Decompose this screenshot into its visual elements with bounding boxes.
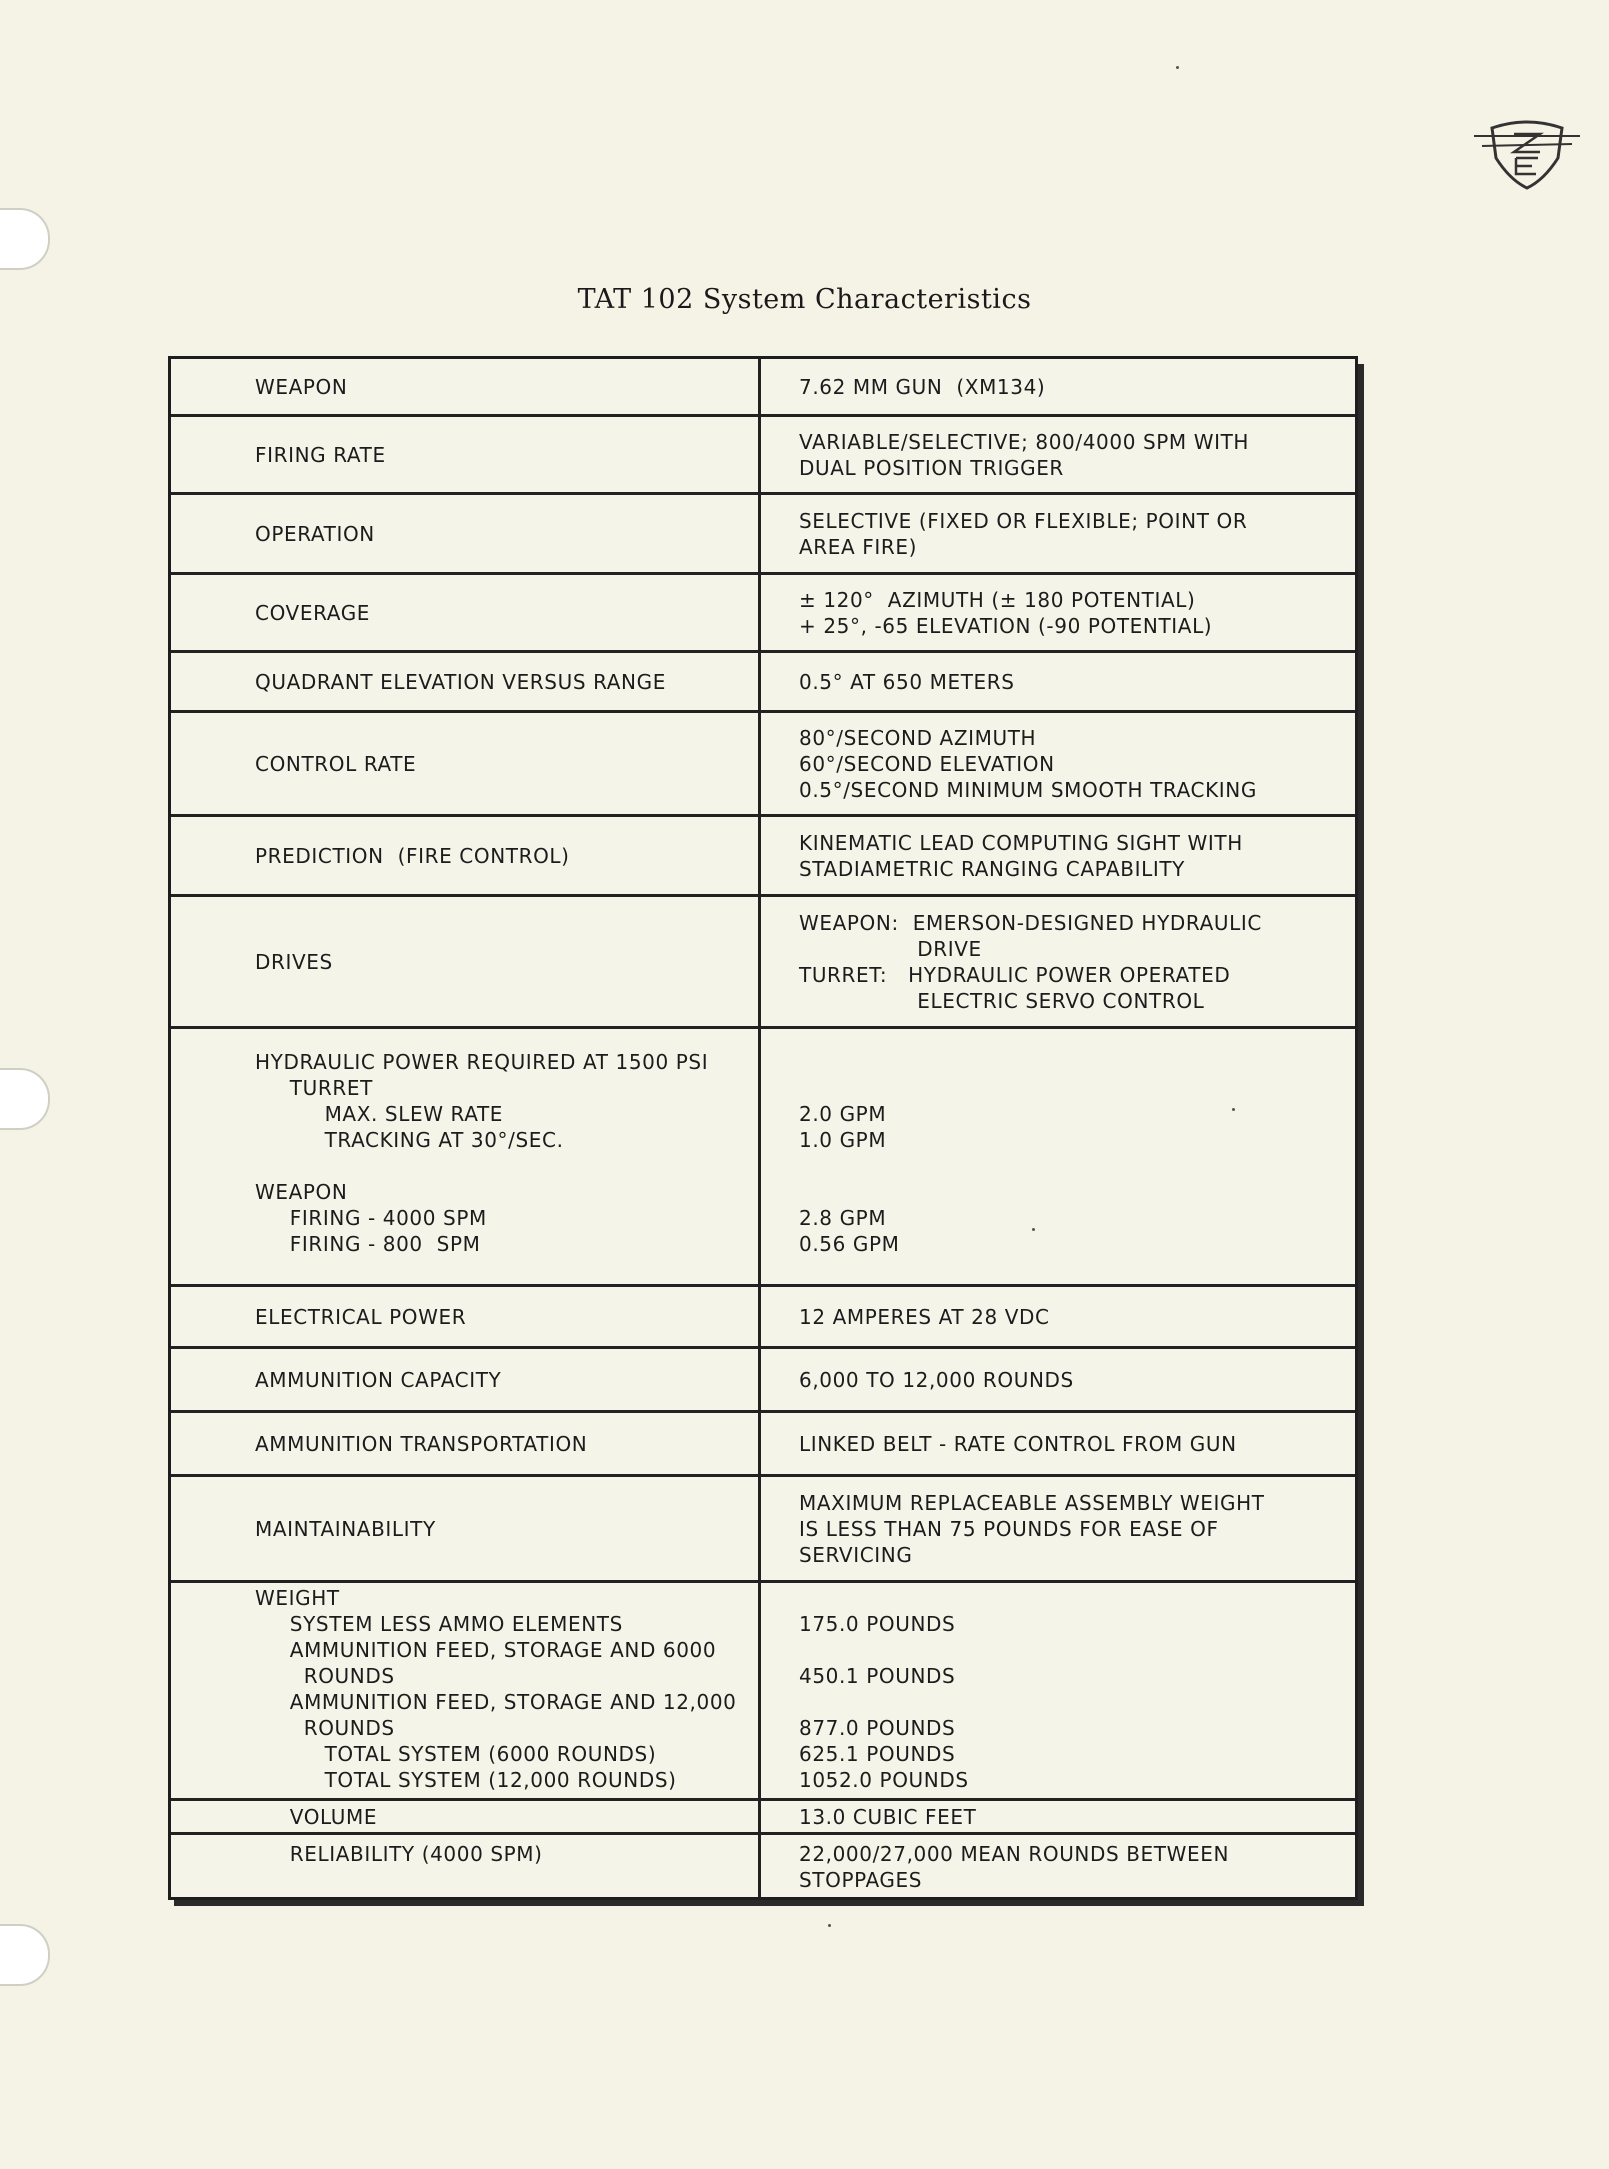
- table-row: [171, 817, 1355, 897]
- row-label: OPERATION: [171, 495, 761, 572]
- table-row: [171, 1029, 1355, 1287]
- table-row: [171, 1835, 1355, 1897]
- punch-hole-middle: [0, 1068, 50, 1130]
- row-label: MAINTAINABILITY: [171, 1477, 761, 1580]
- paper-speck: [1032, 1228, 1035, 1231]
- row-value: 12 AMPERES AT 28 VDC: [799, 1304, 1050, 1329]
- row-value: 2.0 GPM 1.0 GPM 2.8 GPM 0.56 GPM: [799, 1102, 900, 1256]
- row-value: SELECTIVE (FIXED OR FLEXIBLE; POINT OR AREA FIRE): [799, 508, 1248, 559]
- row-value: LINKED BELT - RATE CONTROL FROM GUN: [799, 1431, 1237, 1456]
- table-row: [171, 575, 1355, 653]
- row-value: KINEMATIC LEAD COMPUTING SIGHT WITH STADIAMETRIC RANGING CAPABILITY: [799, 830, 1243, 881]
- paper-speck: [1232, 1108, 1235, 1111]
- row-label: PREDICTION (FIRE CONTROL): [171, 817, 761, 894]
- row-label: COVERAGE: [171, 575, 761, 650]
- row-value: 13.0 CUBIC FEET: [799, 1804, 977, 1829]
- table-row: [171, 1477, 1355, 1583]
- row-label: QUADRANT ELEVATION VERSUS RANGE: [171, 653, 761, 710]
- row-value: ± 120° AZIMUTH (± 180 POTENTIAL) + 25°, -65 ELEVATION (-90 POTENTIAL): [799, 587, 1213, 638]
- row-label: ELECTRICAL POWER: [171, 1287, 761, 1346]
- row-label: AMMUNITION CAPACITY: [171, 1349, 761, 1410]
- table-row: [171, 1349, 1355, 1413]
- characteristics-table: [168, 356, 1358, 1900]
- row-value: 6,000 TO 12,000 ROUNDS: [799, 1367, 1074, 1392]
- row-value: 80°/SECOND AZIMUTH 60°/SECOND ELEVATION 0.5°/SECOND MINIMUM SMOOTH TRACKING: [799, 725, 1257, 802]
- table-row: [171, 653, 1355, 713]
- row-value: WEAPON: EMERSON-DESIGNED HYDRAULIC DRIVE TURRET: HYDRAULIC POWER OPERATED ELECTRIC SERVO CONTROL: [799, 910, 1262, 1013]
- row-value: 0.5° AT 650 METERS: [799, 669, 1015, 694]
- paper-speck: [828, 1924, 831, 1927]
- table-row: [171, 1413, 1355, 1477]
- row-label: WEIGHT SYSTEM LESS AMMO ELEMENTS AMMUNITION FEED, STORAGE AND 6000 ROUNDS AMMUNITION FEED, STORAGE AND 12,000 ROUNDS TOTAL SYSTEM (6000 ROUNDS) TOTAL SYSTEM (12,000 ROUNDS): [171, 1583, 761, 1798]
- row-label: HYDRAULIC POWER REQUIRED AT 1500 PSI TURRET MAX. SLEW RATE TRACKING AT 30°/SEC. WEAPON FIRING - 4000 SPM FIRING - 800 SPM: [171, 1029, 761, 1284]
- row-label: RELIABILITY (4000 SPM): [171, 1835, 761, 1897]
- table-row: [171, 417, 1355, 495]
- table-row: [171, 897, 1355, 1029]
- punch-hole-bottom: [0, 1924, 50, 1986]
- row-label: WEAPON: [171, 359, 761, 414]
- row-value: MAXIMUM REPLACEABLE ASSEMBLY WEIGHT IS LESS THAN 75 POUNDS FOR EASE OF SERVICING: [799, 1490, 1265, 1567]
- row-value: 7.62 MM GUN (XM134): [799, 374, 1046, 399]
- row-label: FIRING RATE: [171, 417, 761, 492]
- table-row: [171, 1287, 1355, 1349]
- table-row: [171, 1583, 1355, 1801]
- row-label: CONTROL RATE: [171, 713, 761, 814]
- row-value: 175.0 POUNDS 450.1 POUNDS 877.0 POUNDS 625.1 POUNDS 1052.0 POUNDS: [799, 1612, 969, 1792]
- table-row: [171, 713, 1355, 817]
- row-value: 22,000/27,000 MEAN ROUNDS BETWEEN STOPPAGES: [799, 1842, 1230, 1892]
- row-label: DRIVES: [171, 897, 761, 1026]
- company-logo-icon: [1474, 118, 1580, 190]
- row-label: VOLUME: [171, 1801, 761, 1832]
- punch-hole-top: [0, 208, 50, 270]
- row-value: VARIABLE/SELECTIVE; 800/4000 SPM WITH DUAL POSITION TRIGGER: [799, 429, 1250, 480]
- paper-speck: [1176, 66, 1179, 69]
- table-row: [171, 359, 1355, 417]
- row-label: AMMUNITION TRANSPORTATION: [171, 1413, 761, 1474]
- page-title: TAT 102 System Characteristics: [577, 284, 1032, 315]
- table-row: [171, 1801, 1355, 1835]
- table-row: [171, 495, 1355, 575]
